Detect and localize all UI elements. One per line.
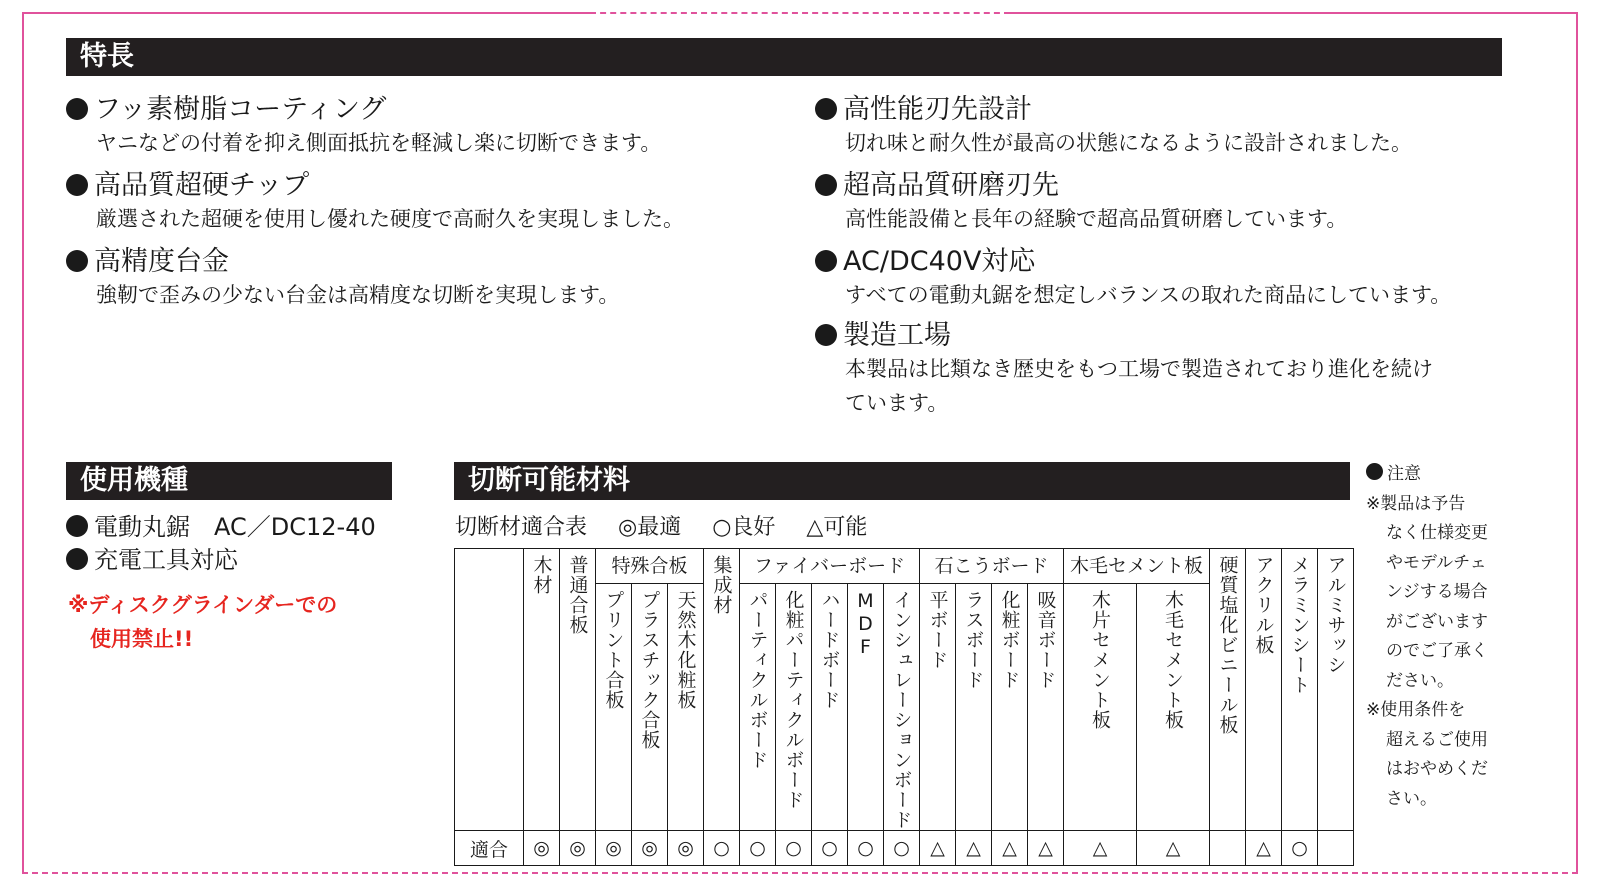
feature-title: 高性能刃先設計 [843,94,1032,125]
bullet-icon [66,548,88,570]
col-18: アクリル板 [1246,549,1282,831]
grinder-warning: ※ディスクグラインダーでの 使用禁止!! [68,593,338,651]
fit-cell: △ [956,831,992,866]
materials-legend [455,513,891,543]
col-9: MDF [848,584,884,831]
feature-title: 高精度台金 [94,246,229,277]
machine-item: 充電工具対応 [66,545,238,575]
machines-heading: 使用機種 [66,462,392,500]
group-fiber: ファイバーボード [740,549,920,584]
bullet-icon [815,250,837,272]
features-heading: 特長 [66,38,1502,76]
legend-best: ◎最適 [618,515,682,540]
fit-cell: △ [992,831,1028,866]
fit-cell: ○ [884,831,920,866]
col-10: インシュレーションボード [884,584,920,831]
bullet-icon [815,324,837,346]
feature-desc: すべての電動丸鋸を想定しバランスの取れた商品にしています。 [845,283,1452,307]
feature-left-3 [66,246,619,312]
table-row-groups [455,549,1354,584]
feature-desc: ヤニなどの付着を抑え側面抵抗を軽減し楽に切断できます。 [96,131,662,155]
fit-label: 適合 [455,831,524,866]
bullet-icon [66,250,88,272]
materials-table [454,548,1354,866]
group-gypsum: 石こうボード [920,549,1064,584]
bullet-icon [66,98,88,120]
bullet-icon [66,515,88,537]
col-1: 普通合板 [560,549,596,831]
machine-item: 電動丸鋸 AC／DC12-40 [66,512,376,542]
frame-top-dash [590,12,1010,14]
bullet-icon [815,98,837,120]
feature-desc: 本製品は比類なき歴史をもつ工場で製造されており進化を続け [845,357,1433,381]
col-6: パーティクルボード [740,584,776,831]
fit-cell: △ [1064,831,1137,866]
group-special: 特殊合板 [596,549,704,584]
fit-cell [1210,831,1246,866]
fit-cell: ○ [1282,831,1318,866]
fit-cell: ◎ [524,831,560,866]
legend-possible: △可能 [806,515,868,540]
fit-cell: △ [1246,831,1282,866]
col-13: 化粧ボード [992,584,1028,831]
fit-cell: ◎ [632,831,668,866]
group-cement: 木毛セメント板 [1064,549,1210,584]
feature-right-3 [815,246,1451,312]
fit-cell: ○ [704,831,740,866]
legend-title: 切断材適合表 [455,515,588,540]
bullet-icon [66,174,88,196]
legend-good: ○良好 [712,515,776,540]
fit-cell: ○ [812,831,848,866]
col-5: 集成材 [704,549,740,831]
feature-left-2 [66,170,684,236]
col-20: アルミサッシ [1318,549,1354,831]
feature-title: AC/DC40V対応 [843,246,1036,277]
notes-title: 注意 [1366,460,1506,490]
col-12: ラスボード [956,584,992,831]
bullet-icon [1366,463,1383,480]
caution-notes [1366,460,1506,814]
col-8: ハードボード [812,584,848,831]
feature-title: 超高品質研磨刃先 [843,170,1059,201]
feature-right-2 [815,170,1347,236]
feature-title: 製造工場 [843,320,951,351]
bullet-icon [815,174,837,196]
col-17: 硬質塩化ビニール板 [1210,549,1246,831]
fit-cell: △ [1028,831,1064,866]
feature-desc: 強靭で歪みの少ない台金は高精度な切断を実現します。 [96,283,620,307]
feature-desc: 厳選された超硬を使用し優れた硬度で高耐久を実現しました。 [96,207,684,231]
note-1: ※製品は予告 なく仕様変更 やモデルチェ ンジする場合 がございます のでご了承く ださい。 [1366,493,1488,691]
feature-desc: 高性能設備と長年の経験で超高品質研磨しています。 [845,207,1348,231]
col-4: 天然木化粧板 [668,584,704,831]
fit-cell: △ [920,831,956,866]
fit-cell: △ [1137,831,1210,866]
fit-cell: ◎ [596,831,632,866]
col-3: プラスチック合板 [632,584,668,831]
feature-right-4 [815,320,1433,420]
feature-desc-cont: ています。 [845,391,949,415]
feature-left-1 [66,94,661,160]
materials-heading: 切断可能材料 [454,462,1350,500]
feature-title: フッ素樹脂コーティング [94,94,387,125]
fit-cell: ○ [740,831,776,866]
col-14: 吸音ボード [1028,584,1064,831]
col-7: 化粧パーティクルボード [776,584,812,831]
fit-cell: ○ [848,831,884,866]
fit-cell: ◎ [560,831,596,866]
col-0: 木材 [524,549,560,831]
table-row-fit [455,831,1354,866]
feature-right-1 [815,94,1412,160]
col-19: メラミンシート [1282,549,1318,831]
col-15: 木片セメント板 [1064,584,1137,831]
fit-cell: ○ [776,831,812,866]
feature-desc: 切れ味と耐久性が最高の状態になるように設計されました。 [845,131,1412,155]
corner-cell [455,549,524,831]
col-2: プリント合板 [596,584,632,831]
note-2: ※使用条件を 超えるご使用 はおやめくだ さい。 [1366,700,1488,809]
frame-bottom-dash [22,872,1578,874]
feature-title: 高品質超硬チップ [94,170,310,201]
fit-cell: ◎ [668,831,704,866]
col-16: 木毛セメント板 [1137,584,1210,831]
fit-cell [1318,831,1354,866]
col-11: 平ボード [920,584,956,831]
